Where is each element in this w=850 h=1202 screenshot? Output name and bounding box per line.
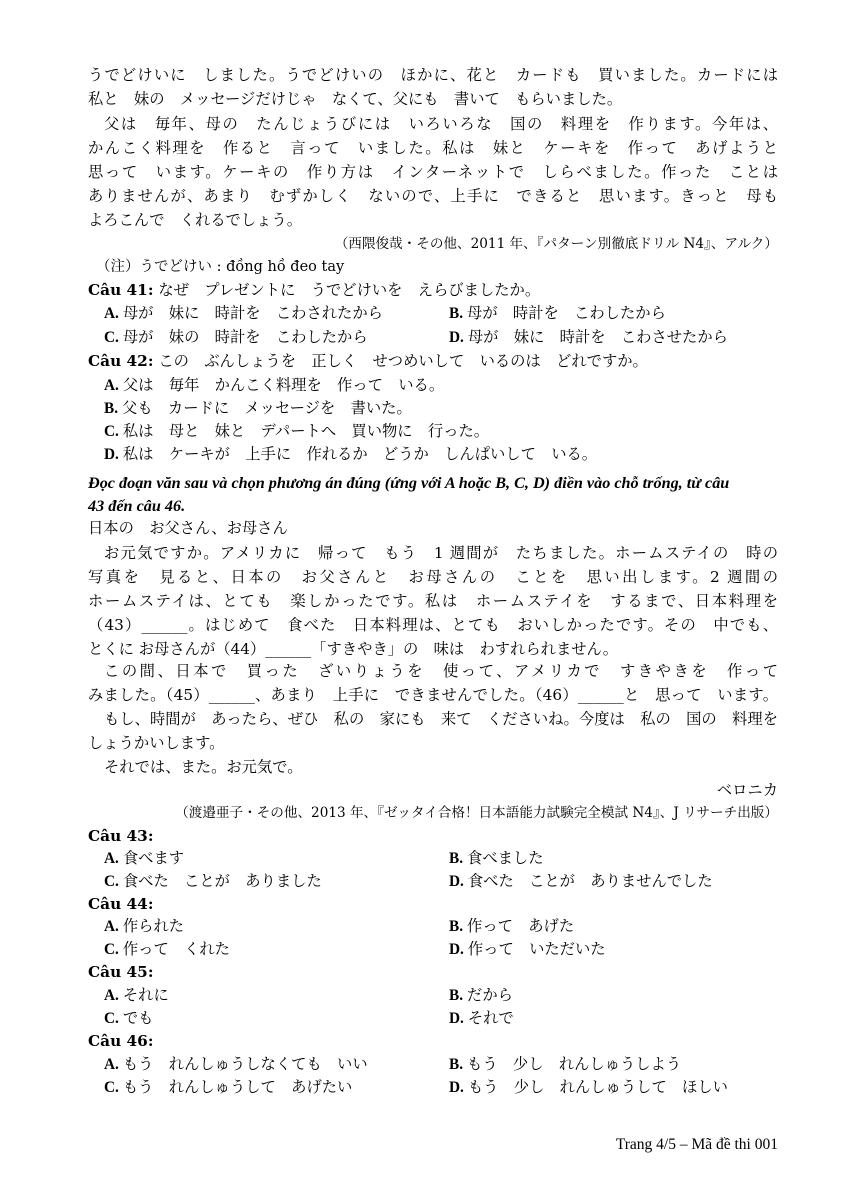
option-text: 母が 妹に 時計を こわさせたから xyxy=(467,328,728,346)
option-letter: A. xyxy=(104,305,119,322)
option-letter: B. xyxy=(449,1056,464,1073)
option-46-a[interactable] xyxy=(104,1053,368,1076)
option-44-a[interactable] xyxy=(104,915,184,938)
option-46-c[interactable] xyxy=(104,1076,352,1099)
option-letter: D. xyxy=(449,1079,464,1096)
question-43: Câu 43: xyxy=(88,827,154,845)
option-45-d[interactable] xyxy=(449,1007,514,1030)
question-46: Câu 46: xyxy=(88,1032,154,1050)
option-text: 母が 時計を こわしたから xyxy=(467,304,666,322)
option-text: でも xyxy=(122,1009,154,1027)
letter-line: それでは、また。お元気で。 xyxy=(104,758,303,776)
question-text: なぜ プレゼントに うでどけいを えらびましたか。 xyxy=(153,281,541,299)
letter-greeting: 日本の お父さん、お母さん xyxy=(88,519,288,537)
option-text: それで xyxy=(467,1009,514,1027)
option-letter: A. xyxy=(104,918,119,935)
option-letter: A. xyxy=(104,987,119,1004)
letter-line: お元気ですか。アメリカに 帰って もう 1 週間が たちました。ホームステイの 時の xyxy=(104,544,778,562)
option-text: 父も カードに メッセージを 書いた。 xyxy=(122,399,412,417)
letter-line: 写真を 見ると、日本の お父さんと お母さんの ことを 思い出します。2 週間の xyxy=(88,568,778,586)
option-43-d[interactable] xyxy=(449,870,713,893)
letter-line: しょうかいします。 xyxy=(88,734,225,752)
passage-line: かんこく料理を 作ると 言って いました。私は 妹と ケーキを 作って あげようと xyxy=(88,139,778,157)
option-42-b[interactable] xyxy=(104,397,412,420)
letter-line: （43）______。はじめて 食べた 日本料理は、とても おいしかったです。その 中でも、 xyxy=(88,616,778,634)
option-45-c[interactable] xyxy=(104,1007,153,1030)
section-instruction: 43 đến câu 46. xyxy=(88,497,186,515)
option-44-c[interactable] xyxy=(104,938,230,961)
option-letter: B. xyxy=(449,850,464,867)
page-footer: Trang 4/5 – Mã đề thi 001 xyxy=(615,1136,778,1153)
option-text: 食べた ことが ありませんでした xyxy=(467,872,713,890)
passage-line: よろこんで くれるでしょう。 xyxy=(88,211,303,229)
letter-line: みました。（45）______、あまり 上手に できませんでした。（46）______と 思って います。 xyxy=(88,686,778,704)
option-letter: C. xyxy=(104,941,119,958)
option-text: 食べます xyxy=(122,849,185,867)
option-text: だから xyxy=(467,986,513,1004)
option-letter: A. xyxy=(104,377,119,394)
question-45: Câu 45: xyxy=(88,963,154,981)
option-letter: B. xyxy=(449,918,464,935)
option-letter: B. xyxy=(104,400,119,417)
question-text: この ぶんしょうを 正しく せつめいして いるのは どれですか。 xyxy=(153,352,648,370)
option-42-d[interactable] xyxy=(104,443,597,466)
option-letter: A. xyxy=(104,850,119,867)
question-42 xyxy=(88,350,778,373)
option-44-b[interactable] xyxy=(449,915,574,938)
question-44: Câu 44: xyxy=(88,895,154,913)
option-42-c[interactable] xyxy=(104,420,489,443)
option-41-d[interactable] xyxy=(449,326,728,349)
section-instruction: Đọc đoạn văn sau và chọn phương án đúng (ứng với A hoặc B, C, D) điền vào chỗ trống, từ câu xyxy=(88,474,730,492)
option-letter: D. xyxy=(449,329,464,346)
option-text: 食べました xyxy=(467,849,544,867)
footnote: （注）うでどけい : đồng hồ đeo tay xyxy=(96,259,345,275)
option-letter: C. xyxy=(104,423,119,440)
option-letter: D. xyxy=(449,873,464,890)
letter-line: とくに お母さんが（44）______「すきやき」の 味は わすれられません。 xyxy=(88,640,619,658)
option-text: 食べた ことが ありました xyxy=(122,872,322,890)
citation: （渡邉亜子・その他、2013 年、『ゼッタイ合格！日本語能力試験完全模試 N4』、J リサーチ出版） xyxy=(175,805,778,821)
option-41-a[interactable] xyxy=(104,302,383,325)
option-letter: D. xyxy=(449,1010,464,1027)
letter-signature: ベロニカ xyxy=(716,781,778,799)
citation: （西隈俊哉・その他、2011 年、『パターン別徹底ドリル N4』、アルク） xyxy=(334,236,778,252)
option-41-c[interactable] xyxy=(104,326,368,349)
option-letter: C. xyxy=(104,1010,119,1027)
passage-line: うでどけいに しました。うでどけいの ほかに、花と カードも 買いました。カードには xyxy=(88,66,778,84)
option-41-b[interactable] xyxy=(449,302,666,325)
option-text: 私は 母と 妹と デパートへ 買い物に 行った。 xyxy=(122,422,490,440)
option-42-a[interactable] xyxy=(104,374,444,397)
option-text: 母が 妹の 時計を こわしたから xyxy=(122,328,368,346)
option-letter: A. xyxy=(104,1056,119,1073)
option-letter: D. xyxy=(449,941,464,958)
option-44-d[interactable] xyxy=(449,938,606,961)
question-41 xyxy=(88,279,778,302)
option-43-a[interactable] xyxy=(104,847,184,870)
letter-line: もし、時間が あったら、ぜひ 私の 家にも 来て くださいね。今度は 私の 国の 料理を xyxy=(104,710,778,728)
option-43-b[interactable] xyxy=(449,847,544,870)
option-text: 母が 妹に 時計を こわされたから xyxy=(122,304,383,322)
option-45-a[interactable] xyxy=(104,984,169,1007)
option-text: 作って くれた xyxy=(122,940,230,958)
question-label: Câu 41: xyxy=(88,281,154,299)
option-text: 私は ケーキが 上手に 作れるか どうか しんぱいして いる。 xyxy=(122,445,598,463)
option-letter: C. xyxy=(104,329,119,346)
option-46-b[interactable] xyxy=(449,1053,681,1076)
option-43-c[interactable] xyxy=(104,870,322,893)
passage-line: 私と 妹の メッセージだけじゃ なくて、父にも 書いて もらいました。 xyxy=(88,90,623,108)
option-letter: B. xyxy=(449,305,464,322)
option-text: 作って あげた xyxy=(467,917,575,935)
passage-line: 父は 毎年、母の たんじょうびには いろいろな 国の 料理を 作ります。今年は、 xyxy=(104,115,778,133)
option-text: 作って いただいた xyxy=(467,940,606,958)
question-label: Câu 42: xyxy=(88,352,154,370)
option-text: もう れんしゅうして あげたい xyxy=(122,1078,353,1096)
passage-line: ありませんが、あまり むずかしく ないので、上手に できると 思います。きっと 母も xyxy=(88,187,778,205)
option-text: 作られた xyxy=(122,917,185,935)
option-letter: C. xyxy=(104,873,119,890)
option-letter: C. xyxy=(104,1079,119,1096)
option-45-b[interactable] xyxy=(449,984,513,1007)
option-text: もう 少し れんしゅうしよう xyxy=(467,1055,682,1073)
option-text: それに xyxy=(122,986,169,1004)
option-letter: D. xyxy=(104,446,119,463)
option-letter: B. xyxy=(449,987,464,1004)
letter-line: ホームステイは、とても 楽しかったです。私は ホームステイを するまで、日本料理を xyxy=(88,592,778,610)
option-text: もう れんしゅうしなくても いい xyxy=(122,1055,368,1073)
option-46-d[interactable] xyxy=(449,1076,728,1099)
option-text: もう 少し れんしゅうして ほしい xyxy=(467,1078,728,1096)
passage-line: 思って います。ケーキの 作り方は インターネットで しらべました。作った ことは xyxy=(88,163,778,181)
letter-line: この間、日本で 買った ざいりょうを 使って、アメリカで すきやきを 作って xyxy=(104,662,778,680)
option-text: 父は 毎年 かんこく料理を 作って いる。 xyxy=(122,376,445,394)
